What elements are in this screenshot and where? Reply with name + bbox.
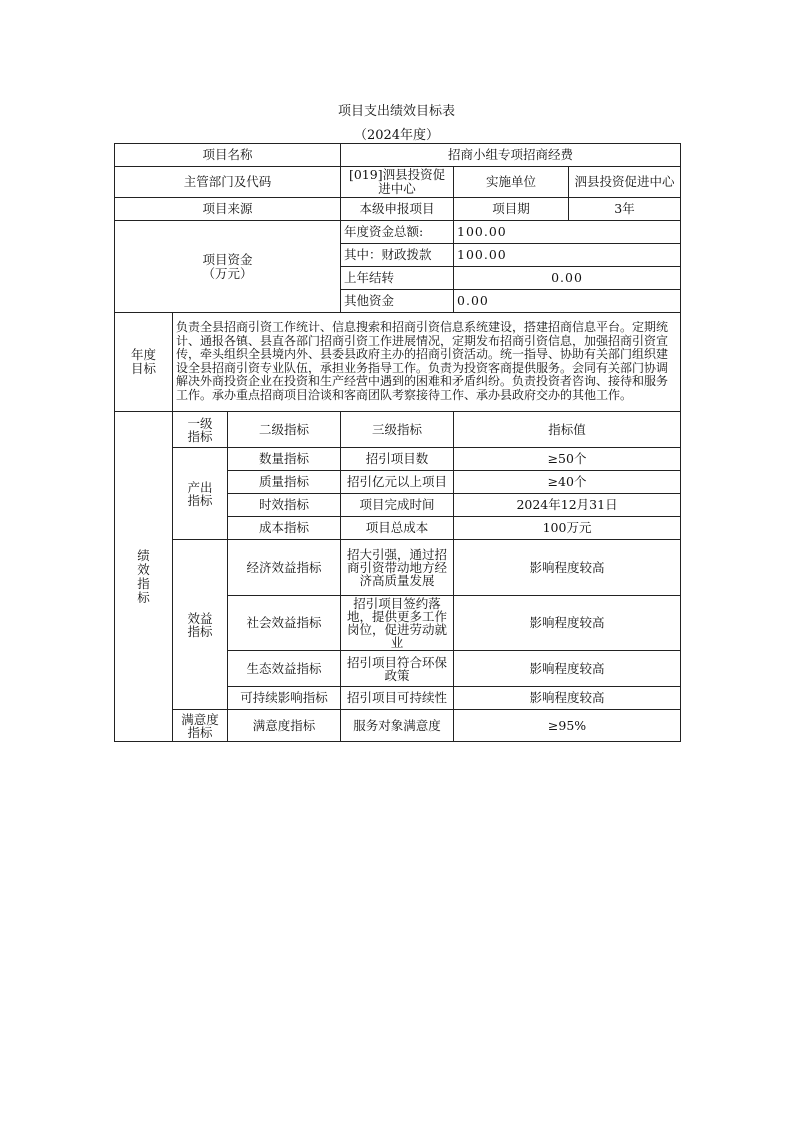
- level3-cell: 招引亿元以上项目: [341, 471, 454, 494]
- project-period-label: 项目期: [454, 198, 569, 221]
- level3-cell: 招引项目符合环保政策: [341, 651, 454, 687]
- funds-other-value: 0.00: [454, 290, 681, 313]
- level1-satisfaction: 满意度指标: [173, 710, 228, 742]
- funds-other-label: 其他资金: [341, 290, 454, 313]
- department-value: [019]泗县投资促进中心: [341, 167, 454, 198]
- funds-fiscal-value: 100.00: [454, 244, 681, 267]
- level3-cell: 招引项目签约落地，提供更多工作岗位，促进劳动就业: [341, 596, 454, 651]
- value-cell: ≥50个: [454, 448, 681, 471]
- value-cell: 100万元: [454, 517, 681, 540]
- project-name-value: 招商小组专项招商经费: [341, 144, 681, 167]
- document-year: （2024年度）: [353, 128, 440, 143]
- level2-cell: 质量指标: [228, 471, 341, 494]
- value-cell: 2024年12月31日: [454, 494, 681, 517]
- funds-fiscal-label: 其中：财政拨款: [341, 244, 454, 267]
- project-period-value: 3年: [569, 198, 681, 221]
- header-level2: 二级指标: [228, 412, 341, 448]
- level1-benefit: 效益指标: [173, 540, 228, 710]
- implementing-unit-label: 实施单位: [454, 167, 569, 198]
- level2-cell: 社会效益指标: [228, 596, 341, 651]
- header-value: 指标值: [454, 412, 681, 448]
- level3-cell: 招大引强，通过招商引资带动地方经济高质量发展: [341, 540, 454, 596]
- project-name-label: 项目名称: [115, 144, 341, 167]
- value-cell: 影响程度较高: [454, 540, 681, 596]
- level3-cell: 服务对象满意度: [341, 710, 454, 742]
- level2-cell: 可持续影响指标: [228, 687, 341, 710]
- performance-table: [114, 143, 681, 742]
- funds-label-line1: 项目资金: [202, 251, 253, 267]
- level2-cell: 经济效益指标: [228, 540, 341, 596]
- funds-label: [115, 221, 341, 313]
- level2-cell: 时效指标: [228, 494, 341, 517]
- level2-cell: 数量指标: [228, 448, 341, 471]
- annual-goal-text: 负责全县招商引资工作统计、信息搜索和招商引资信息系统建设，搭建招商信息平台。定期统计、通报各镇、县直各部门招商引资工作进展情况，定期发布招商引资信息，加强招商引资宣传，牵头组织全县境内外、县委县政府主办的招商引资活动。统一指导、协助有关部门组织建设全县招商引资专业队伍，承担业务指导工作。负责为投资客商提供服务。会同有关部门协调解决外商投资企业在投资和生产经营中遇到的困难和矛盾纠纷。负责投资者咨询、接待和服务工作。承办重点招商项目洽谈和客商团队考察接待工作、承办县政府交办的其他工作。: [173, 313, 681, 412]
- document-title: 项目支出绩效目标表: [337, 104, 455, 119]
- performance-label: 绩效指标: [115, 412, 173, 742]
- level3-cell: 招引项目数: [341, 448, 454, 471]
- value-cell: 影响程度较高: [454, 596, 681, 651]
- funds-label-line2: （万元）: [202, 265, 253, 281]
- implementing-unit-value: 泗县投资促进中心: [569, 167, 681, 198]
- level1-output: 产出指标: [173, 448, 228, 540]
- project-source-label: 项目来源: [115, 198, 341, 221]
- annual-goal-label: 年度目标: [115, 313, 173, 412]
- level2-cell: 满意度指标: [228, 710, 341, 742]
- header-level3: 三级指标: [341, 412, 454, 448]
- level3-cell: 项目完成时间: [341, 494, 454, 517]
- level3-cell: 招引项目可持续性: [341, 687, 454, 710]
- funds-carryover-label: 上年结转: [341, 267, 454, 290]
- project-source-value: 本级申报项目: [341, 198, 454, 221]
- value-cell: 影响程度较高: [454, 651, 681, 687]
- value-cell: ≥40个: [454, 471, 681, 494]
- value-cell: ≥95%: [454, 710, 681, 742]
- level2-cell: 成本指标: [228, 517, 341, 540]
- funds-carryover-value: 0.00: [454, 267, 681, 290]
- level3-cell: 项目总成本: [341, 517, 454, 540]
- funds-total-label: 年度资金总额:: [341, 221, 454, 244]
- department-label: 主管部门及代码: [115, 167, 341, 198]
- level2-cell: 生态效益指标: [228, 651, 341, 687]
- value-cell: 影响程度较高: [454, 687, 681, 710]
- funds-total-value: 100.00: [454, 221, 681, 244]
- header-level1: 一级指标: [173, 412, 228, 448]
